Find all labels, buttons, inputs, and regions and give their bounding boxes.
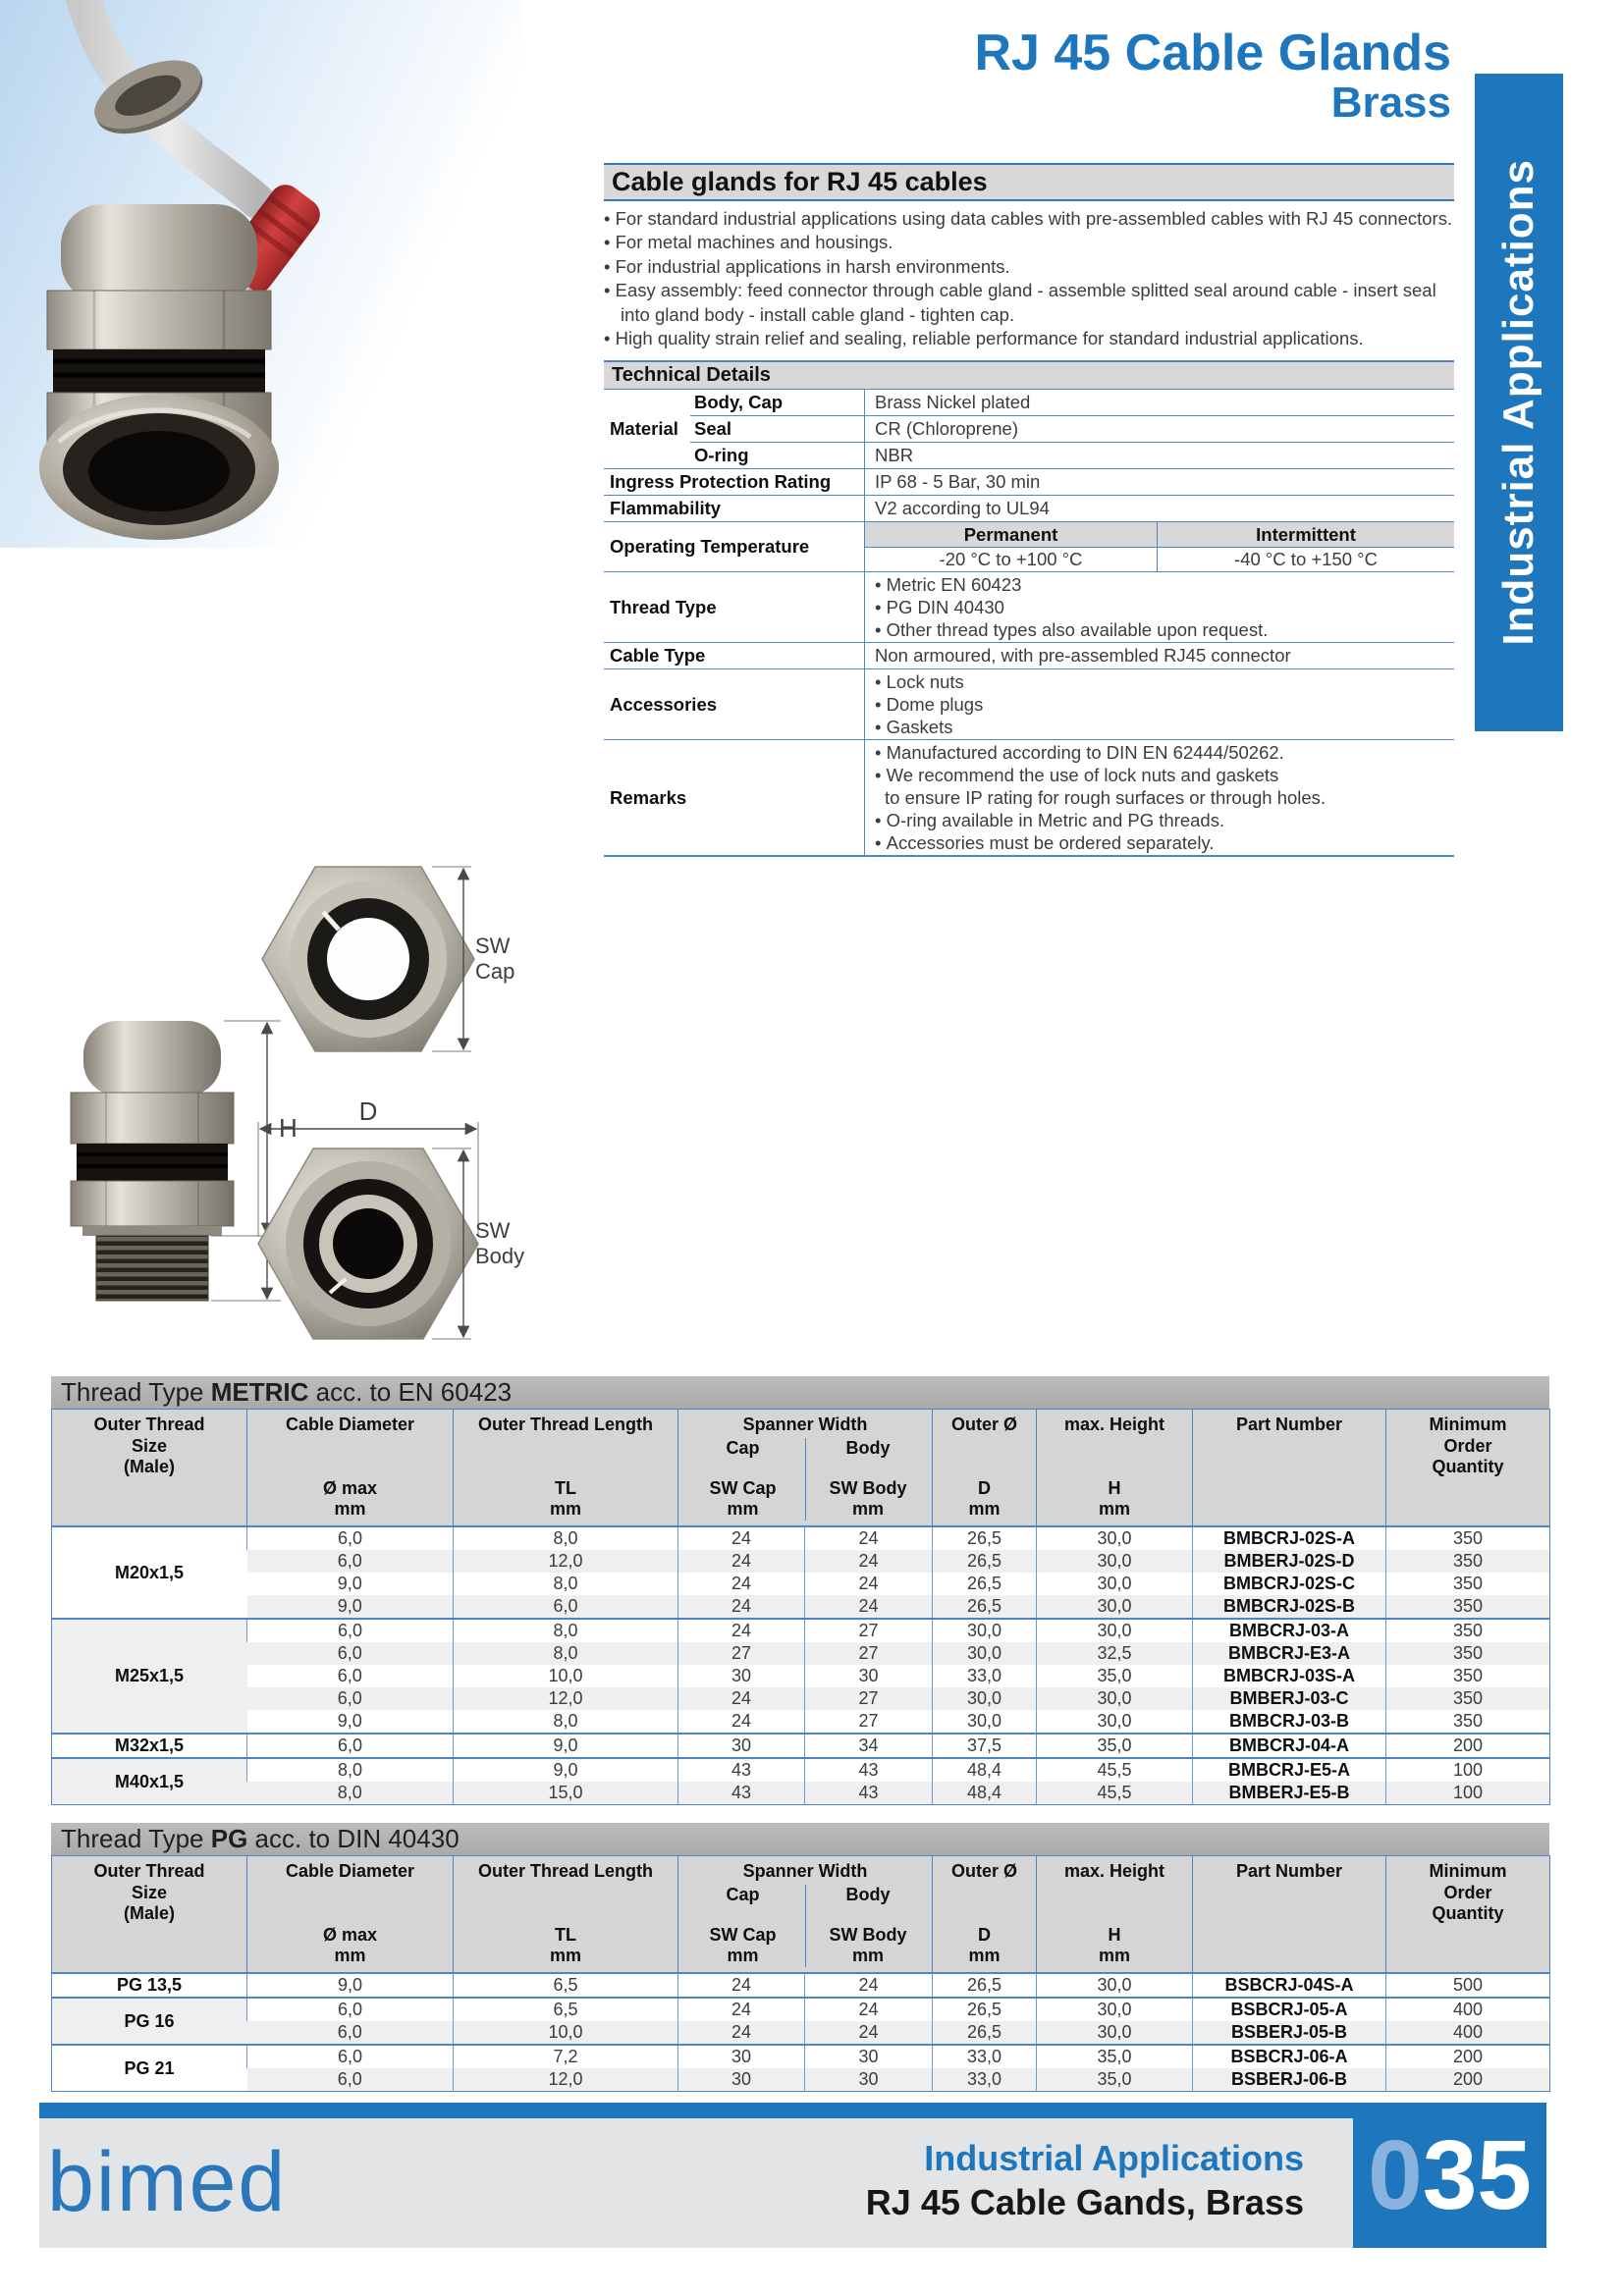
spec-value-cell: 33,0 xyxy=(933,2068,1037,2092)
cable-type-row xyxy=(604,642,1454,668)
spec-value-cell: 30,0 xyxy=(1037,1998,1193,2021)
thread-size-cell: M25x1,5 xyxy=(52,1619,247,1734)
spec-value-cell: 6,0 xyxy=(247,1550,454,1573)
metric-table-title xyxy=(51,1376,1549,1409)
intro-bullet: • For standard industrial applications using data cables with pre-assembled cables with RJ 45 connectors. xyxy=(604,207,1454,231)
spec-value-cell: 24 xyxy=(805,1973,933,1998)
spec-value-cell: 27 xyxy=(805,1642,933,1665)
spec-row xyxy=(52,1595,1550,1619)
part-number-cell: BMBCRJ-04-A xyxy=(1193,1734,1386,1758)
spec-value-cell: 33,0 xyxy=(933,2045,1037,2068)
spec-value-cell: 6,0 xyxy=(247,1734,454,1758)
spec-value-cell: 26,5 xyxy=(933,1550,1037,1573)
spec-value-cell: 9,0 xyxy=(454,1758,678,1782)
spec-value-cell: 43 xyxy=(678,1782,805,1805)
spec-value-cell: 30,0 xyxy=(933,1687,1037,1710)
part-number-cell: BMBCRJ-E3-A xyxy=(1193,1642,1386,1665)
spec-value-cell: 6,0 xyxy=(247,1526,454,1550)
spec-row xyxy=(52,2068,1550,2092)
accessories-label: Accessories xyxy=(610,693,718,715)
metric-title-suffix: acc. to EN 60423 xyxy=(308,1377,513,1407)
spec-value-cell: 43 xyxy=(805,1758,933,1782)
spec-value-cell: 30 xyxy=(678,2068,805,2092)
spec-value-cell: 35,0 xyxy=(1037,2068,1193,2092)
part-number-cell: BSBERJ-05-B xyxy=(1193,2021,1386,2045)
accessories-row xyxy=(604,668,1454,739)
thread-type-row xyxy=(604,571,1454,642)
spec-value-cell: 500 xyxy=(1386,1973,1550,1998)
spec-value-cell: 24 xyxy=(678,1595,805,1619)
spec-value-cell: 6,0 xyxy=(247,2021,454,2045)
technical-details-table xyxy=(604,390,1454,857)
spec-value-cell: 350 xyxy=(1386,1687,1550,1710)
spec-value-cell: 8,0 xyxy=(247,1782,454,1805)
spec-value-cell: 400 xyxy=(1386,2021,1550,2045)
part-number-cell: BSBERJ-06-B xyxy=(1193,2068,1386,2092)
spec-value-cell: 33,0 xyxy=(933,1665,1037,1687)
part-number-cell: BMBCRJ-02S-A xyxy=(1193,1526,1386,1550)
pg-table-section xyxy=(51,1823,1549,2092)
spec-value-cell: 9,0 xyxy=(247,1595,454,1619)
spec-value-cell: 15,0 xyxy=(454,1782,678,1805)
accessories-bullet: • Lock nuts xyxy=(875,670,1444,693)
col-header-max-height: max. Height H mm xyxy=(1037,1856,1193,1974)
spec-value-cell: 8,0 xyxy=(454,1573,678,1595)
spec-value-cell: 6,5 xyxy=(454,1973,678,1998)
spec-value-cell: 350 xyxy=(1386,1642,1550,1665)
material-sub-value: Brass Nickel plated xyxy=(864,390,1454,415)
spec-value-cell: 45,5 xyxy=(1037,1758,1193,1782)
col-header-min-order-quantity: Minimum Order Quantity xyxy=(1386,1856,1550,1974)
spec-value-cell: 48,4 xyxy=(933,1782,1037,1805)
spec-value-cell: 350 xyxy=(1386,1550,1550,1573)
thread-type-bullet: • Metric EN 60423 xyxy=(875,573,1444,596)
spec-value-cell: 30,0 xyxy=(1037,1526,1193,1550)
col-header-cable-diameter: Cable Diameter Ø max mm xyxy=(247,1410,454,1527)
metric-title-prefix: Thread Type xyxy=(61,1377,211,1407)
spec-value-cell: 43 xyxy=(805,1782,933,1805)
spec-value-cell: 26,5 xyxy=(933,1526,1037,1550)
footer-accent-bar xyxy=(39,2103,1546,2118)
spec-value-cell: 6,0 xyxy=(454,1595,678,1619)
intro-bullet-list xyxy=(604,207,1454,350)
spec-value-cell: 30 xyxy=(805,1665,933,1687)
spec-row xyxy=(52,1758,1550,1782)
spec-value-cell: 37,5 xyxy=(933,1734,1037,1758)
spec-value-cell: 30,0 xyxy=(1037,1595,1193,1619)
col-header-part-number: Part Number xyxy=(1193,1410,1386,1527)
ingress-protection-row xyxy=(604,468,1454,495)
thread-size-cell: M40x1,5 xyxy=(52,1758,247,1805)
product-photo-illustration xyxy=(0,0,522,548)
page-title-line2: Brass xyxy=(1330,79,1451,128)
spec-value-cell: 45,5 xyxy=(1037,1782,1193,1805)
spec-value-cell: 24 xyxy=(805,1550,933,1573)
spec-row xyxy=(52,1642,1550,1665)
spec-value-cell: 24 xyxy=(678,1710,805,1734)
accessories-bullet: • Dome plugs xyxy=(875,693,1444,716)
pg-title-bold: PG xyxy=(210,1824,248,1853)
material-row xyxy=(604,390,1454,468)
col-header-thread-size: Outer Thread Size (Male) xyxy=(52,1410,247,1527)
spec-value-cell: 6,0 xyxy=(247,1665,454,1687)
dim-label-h: H xyxy=(279,1113,298,1143)
spec-row xyxy=(52,1710,1550,1734)
footer-caption xyxy=(866,2136,1304,2224)
part-number-cell: BMBCRJ-03-B xyxy=(1193,1710,1386,1734)
spec-value-cell: 350 xyxy=(1386,1665,1550,1687)
spec-value-cell: 35,0 xyxy=(1037,1734,1193,1758)
part-number-cell: BMBCRJ-03S-A xyxy=(1193,1665,1386,1687)
spec-value-cell: 24 xyxy=(805,1573,933,1595)
col-header-outer-thread-length: Outer Thread Length TL mm xyxy=(454,1410,678,1527)
col-header-thread-size: Outer Thread Size (Male) xyxy=(52,1856,247,1974)
page-title-line1: RJ 45 Cable Glands xyxy=(974,25,1451,81)
spec-value-cell: 30 xyxy=(805,2045,933,2068)
part-number-cell: BSBCRJ-05-A xyxy=(1193,1998,1386,2021)
spec-row xyxy=(52,1573,1550,1595)
temp-intermittent-header: Intermittent xyxy=(1157,522,1454,548)
spec-value-cell: 26,5 xyxy=(933,1573,1037,1595)
cable-type-label: Cable Type xyxy=(610,645,706,667)
operating-temperature-grid xyxy=(864,522,1454,571)
side-tab-industrial-applications xyxy=(1475,74,1563,731)
spec-value-cell: 200 xyxy=(1386,1734,1550,1758)
spec-value-cell: 30,0 xyxy=(1037,1550,1193,1573)
spec-value-cell: 30,0 xyxy=(1037,2021,1193,2045)
spec-value-cell: 400 xyxy=(1386,1998,1550,2021)
spec-value-cell: 200 xyxy=(1386,2045,1550,2068)
spec-value-cell: 24 xyxy=(678,1687,805,1710)
brand-logo: bimed xyxy=(47,2135,288,2229)
remarks-line: • Accessories must be ordered separately. xyxy=(875,831,1444,854)
spec-row xyxy=(52,1526,1550,1550)
spec-value-cell: 30 xyxy=(805,2068,933,2092)
part-number-cell: BMBCRJ-02S-C xyxy=(1193,1573,1386,1595)
dim-label-sw-cap-2: Cap xyxy=(475,959,515,984)
intro-bullet: • For industrial applications in harsh environments. xyxy=(604,255,1454,279)
spec-value-cell: 48,4 xyxy=(933,1758,1037,1782)
temp-intermittent-value: -40 °C to +150 °C xyxy=(1157,548,1454,571)
col-header-min-order-quantity: Minimum Order Quantity xyxy=(1386,1410,1550,1527)
spec-value-cell: 8,0 xyxy=(454,1526,678,1550)
dim-label-sw-body-1: SW xyxy=(475,1218,511,1243)
material-subrow xyxy=(690,390,1454,415)
spec-row xyxy=(52,1665,1550,1687)
material-sub-label: O-ring xyxy=(694,445,749,466)
flammability-value: V2 according to UL94 xyxy=(864,496,1454,521)
spec-value-cell: 10,0 xyxy=(454,2021,678,2045)
operating-temperature-row xyxy=(604,521,1454,571)
intro-bullet: • For metal machines and housings. xyxy=(604,231,1454,254)
spec-value-cell: 35,0 xyxy=(1037,2045,1193,2068)
gland-side-view xyxy=(71,1021,234,1301)
spec-value-cell: 24 xyxy=(678,1998,805,2021)
col-header-part-number: Part Number xyxy=(1193,1856,1386,1974)
side-tab-label: Industrial Applications xyxy=(1494,159,1543,646)
spec-value-cell: 26,5 xyxy=(933,1595,1037,1619)
pg-spec-table xyxy=(51,1855,1550,2092)
content-column xyxy=(604,163,1454,857)
material-sub-label: Body, Cap xyxy=(694,392,784,413)
dim-label-sw-cap-1: SW xyxy=(475,934,511,958)
spec-value-cell: 6,0 xyxy=(247,2045,454,2068)
technical-details-heading: Technical Details xyxy=(604,360,1454,390)
part-number-cell: BMBERJ-02S-D xyxy=(1193,1550,1386,1573)
intro-bullet: • High quality strain relief and sealing, reliable performance for standard industrial applications. xyxy=(604,327,1454,350)
thread-size-cell: M20x1,5 xyxy=(52,1526,247,1619)
part-number-cell: BMBCRJ-03-A xyxy=(1193,1619,1386,1642)
intro-bullet: • Easy assembly: feed connector through cable gland - assemble splitted seal around cable - insert seal into gland body - install cable gland - tighten cap. xyxy=(604,279,1454,327)
remarks-row xyxy=(604,739,1454,855)
spec-value-cell: 24 xyxy=(678,1619,805,1642)
operating-temperature-label: Operating Temperature xyxy=(610,536,810,558)
spec-value-cell: 30 xyxy=(678,1734,805,1758)
spec-value-cell: 30 xyxy=(678,2045,805,2068)
pg-title-prefix: Thread Type xyxy=(61,1824,211,1853)
footer-section-label: Industrial Applications xyxy=(924,2138,1304,2178)
col-header-outer-thread-length: Outer Thread Length TL mm xyxy=(454,1856,678,1974)
page-number: 35 xyxy=(1422,2119,1532,2230)
material-label: Material xyxy=(610,418,678,440)
spec-value-cell: 32,5 xyxy=(1037,1642,1193,1665)
accessories-bullet: • Gaskets xyxy=(875,716,1444,738)
col-header-spanner-width: Spanner Width Cap SW Cap mm Body SW Body mm xyxy=(678,1856,933,1974)
spec-value-cell: 9,0 xyxy=(247,1973,454,1998)
spec-row xyxy=(52,1973,1550,1998)
part-number-cell: BSBCRJ-04S-A xyxy=(1193,1973,1386,1998)
page-number-prefix: 0 xyxy=(1368,2119,1423,2230)
spec-value-cell: 8,0 xyxy=(454,1642,678,1665)
product-photo xyxy=(0,0,522,548)
spec-value-cell: 30,0 xyxy=(1037,1619,1193,1642)
spec-value-cell: 26,5 xyxy=(933,1998,1037,2021)
spec-row xyxy=(52,1619,1550,1642)
remarks-label: Remarks xyxy=(610,786,687,808)
spec-row xyxy=(52,1687,1550,1710)
spec-value-cell: 26,5 xyxy=(933,2021,1037,2045)
flammability-row xyxy=(604,495,1454,521)
spec-value-cell: 27 xyxy=(805,1619,933,1642)
spec-value-cell: 9,0 xyxy=(247,1573,454,1595)
remarks-line-continuation: to ensure IP rating for rough surfaces or through holes. xyxy=(885,787,1326,809)
spec-value-cell: 24 xyxy=(805,1998,933,2021)
spec-value-cell: 26,5 xyxy=(933,1973,1037,1998)
spec-value-cell: 30 xyxy=(678,1665,805,1687)
spec-value-cell: 6,5 xyxy=(454,1998,678,2021)
temp-permanent-value: -20 °C to +100 °C xyxy=(939,549,1083,570)
material-sub-value: CR (Chloroprene) xyxy=(864,416,1454,442)
spec-value-cell: 8,0 xyxy=(454,1710,678,1734)
spec-value-cell: 6,0 xyxy=(247,1642,454,1665)
spec-value-cell: 6,0 xyxy=(247,1998,454,2021)
ingress-protection-label: Ingress Protection Rating xyxy=(610,471,832,493)
spec-value-cell: 24 xyxy=(678,1573,805,1595)
spec-value-cell: 43 xyxy=(678,1758,805,1782)
spec-value-cell: 27 xyxy=(805,1710,933,1734)
spec-row xyxy=(52,1734,1550,1758)
spec-value-cell: 30,0 xyxy=(1037,1710,1193,1734)
cap-top-view xyxy=(262,867,474,1051)
spec-value-cell: 100 xyxy=(1386,1782,1550,1805)
thread-size-cell: PG 13,5 xyxy=(52,1973,247,1998)
spec-value-cell: 8,0 xyxy=(454,1619,678,1642)
metric-table-section xyxy=(51,1376,1549,1805)
spec-value-cell: 350 xyxy=(1386,1710,1550,1734)
spec-value-cell: 9,0 xyxy=(454,1734,678,1758)
spec-value-cell: 8,0 xyxy=(247,1758,454,1782)
spec-value-cell: 12,0 xyxy=(454,1687,678,1710)
thread-size-cell: PG 21 xyxy=(52,2045,247,2092)
spec-value-cell: 24 xyxy=(805,1526,933,1550)
part-number-cell: BMBCRJ-E5-A xyxy=(1193,1758,1386,1782)
spec-value-cell: 24 xyxy=(678,2021,805,2045)
spec-value-cell: 6,0 xyxy=(247,2068,454,2092)
spec-value-cell: 7,2 xyxy=(454,2045,678,2068)
spec-value-cell: 24 xyxy=(805,2021,933,2045)
part-number-cell: BMBCRJ-02S-B xyxy=(1193,1595,1386,1619)
material-sub-label: Seal xyxy=(694,418,732,440)
thread-size-cell: M32x1,5 xyxy=(52,1734,247,1758)
spec-value-cell: 350 xyxy=(1386,1526,1550,1550)
body-top-view xyxy=(258,1148,478,1339)
spec-value-cell: 30,0 xyxy=(933,1619,1037,1642)
col-header-cable-diameter: Cable Diameter Ø max mm xyxy=(247,1856,454,1974)
spec-value-cell: 27 xyxy=(805,1687,933,1710)
part-number-cell: BSBCRJ-06-A xyxy=(1193,2045,1386,2068)
col-header-outer-diameter: Outer Ø D mm xyxy=(933,1856,1037,1974)
spec-row xyxy=(52,2045,1550,2068)
spec-value-cell: 200 xyxy=(1386,2068,1550,2092)
intro-heading: Cable glands for RJ 45 cables xyxy=(604,163,1454,201)
footer-product-label: RJ 45 Cable Gands, Brass xyxy=(865,2182,1304,2222)
thread-type-bullet: • Other thread types also available upon request. xyxy=(875,618,1444,641)
dim-label-d: D xyxy=(358,1096,378,1126)
spec-value-cell: 12,0 xyxy=(454,1550,678,1573)
spec-value-cell: 30,0 xyxy=(1037,1687,1193,1710)
flammability-label: Flammability xyxy=(610,498,722,519)
dimension-diagram xyxy=(39,839,707,1379)
spec-value-cell: 6,0 xyxy=(247,1619,454,1642)
spec-value-cell: 30,0 xyxy=(1037,1573,1193,1595)
spec-value-cell: 35,0 xyxy=(1037,1665,1193,1687)
material-sub-value: NBR xyxy=(864,443,1454,468)
spec-value-cell: 9,0 xyxy=(247,1710,454,1734)
page-number-box xyxy=(1353,2103,1546,2248)
dim-label-sw-body-2: Body xyxy=(475,1244,525,1268)
pg-table-title xyxy=(51,1823,1549,1855)
spec-value-cell: 34 xyxy=(805,1734,933,1758)
spec-value-cell: 24 xyxy=(678,1973,805,1998)
thread-type-bullet: • PG DIN 40430 xyxy=(875,596,1444,618)
spec-value-cell: 30,0 xyxy=(933,1642,1037,1665)
part-number-cell: BMBERJ-E5-B xyxy=(1193,1782,1386,1805)
remarks-line: • Manufactured according to DIN EN 62444/50262. xyxy=(875,741,1444,764)
spec-value-cell: 6,0 xyxy=(247,1687,454,1710)
spec-value-cell: 12,0 xyxy=(454,2068,678,2092)
col-header-spanner-width: Spanner Width Cap SW Cap mm Body SW Body mm xyxy=(678,1410,933,1527)
spec-value-cell: 30,0 xyxy=(933,1710,1037,1734)
temp-permanent-header: Permanent xyxy=(865,522,1157,548)
pg-title-suffix: acc. to DIN 40430 xyxy=(247,1824,460,1853)
part-number-cell: BMBERJ-03-C xyxy=(1193,1687,1386,1710)
spec-value-cell: 24 xyxy=(678,1550,805,1573)
remarks-line: • We recommend the use of lock nuts and gaskets xyxy=(875,764,1444,786)
spec-value-cell: 350 xyxy=(1386,1619,1550,1642)
spec-value-cell: 350 xyxy=(1386,1595,1550,1619)
spec-value-cell: 27 xyxy=(678,1642,805,1665)
spec-value-cell: 350 xyxy=(1386,1573,1550,1595)
metric-spec-table xyxy=(51,1409,1550,1805)
spec-row xyxy=(52,1550,1550,1573)
thread-type-label: Thread Type xyxy=(610,596,717,617)
spec-value-cell: 10,0 xyxy=(454,1665,678,1687)
thread-size-cell: PG 16 xyxy=(52,1998,247,2045)
col-header-max-height: max. Height H mm xyxy=(1037,1410,1193,1527)
spec-value-cell: 30,0 xyxy=(1037,1973,1193,1998)
material-subrow xyxy=(690,415,1454,442)
ingress-protection-value: IP 68 - 5 Bar, 30 min xyxy=(864,469,1454,495)
spec-value-cell: 100 xyxy=(1386,1758,1550,1782)
col-header-outer-diameter: Outer Ø D mm xyxy=(933,1410,1037,1527)
spec-row xyxy=(52,1782,1550,1805)
remarks-line: • O-ring available in Metric and PG threads. xyxy=(875,809,1444,831)
cable-type-value: Non armoured, with pre-assembled RJ45 connector xyxy=(864,643,1454,668)
spec-row xyxy=(52,1998,1550,2021)
material-subrow xyxy=(690,442,1454,468)
spec-row xyxy=(52,2021,1550,2045)
spec-value-cell: 24 xyxy=(805,1595,933,1619)
metric-title-bold: METRIC xyxy=(210,1377,309,1407)
spec-value-cell: 24 xyxy=(678,1526,805,1550)
page-title xyxy=(974,26,1451,126)
